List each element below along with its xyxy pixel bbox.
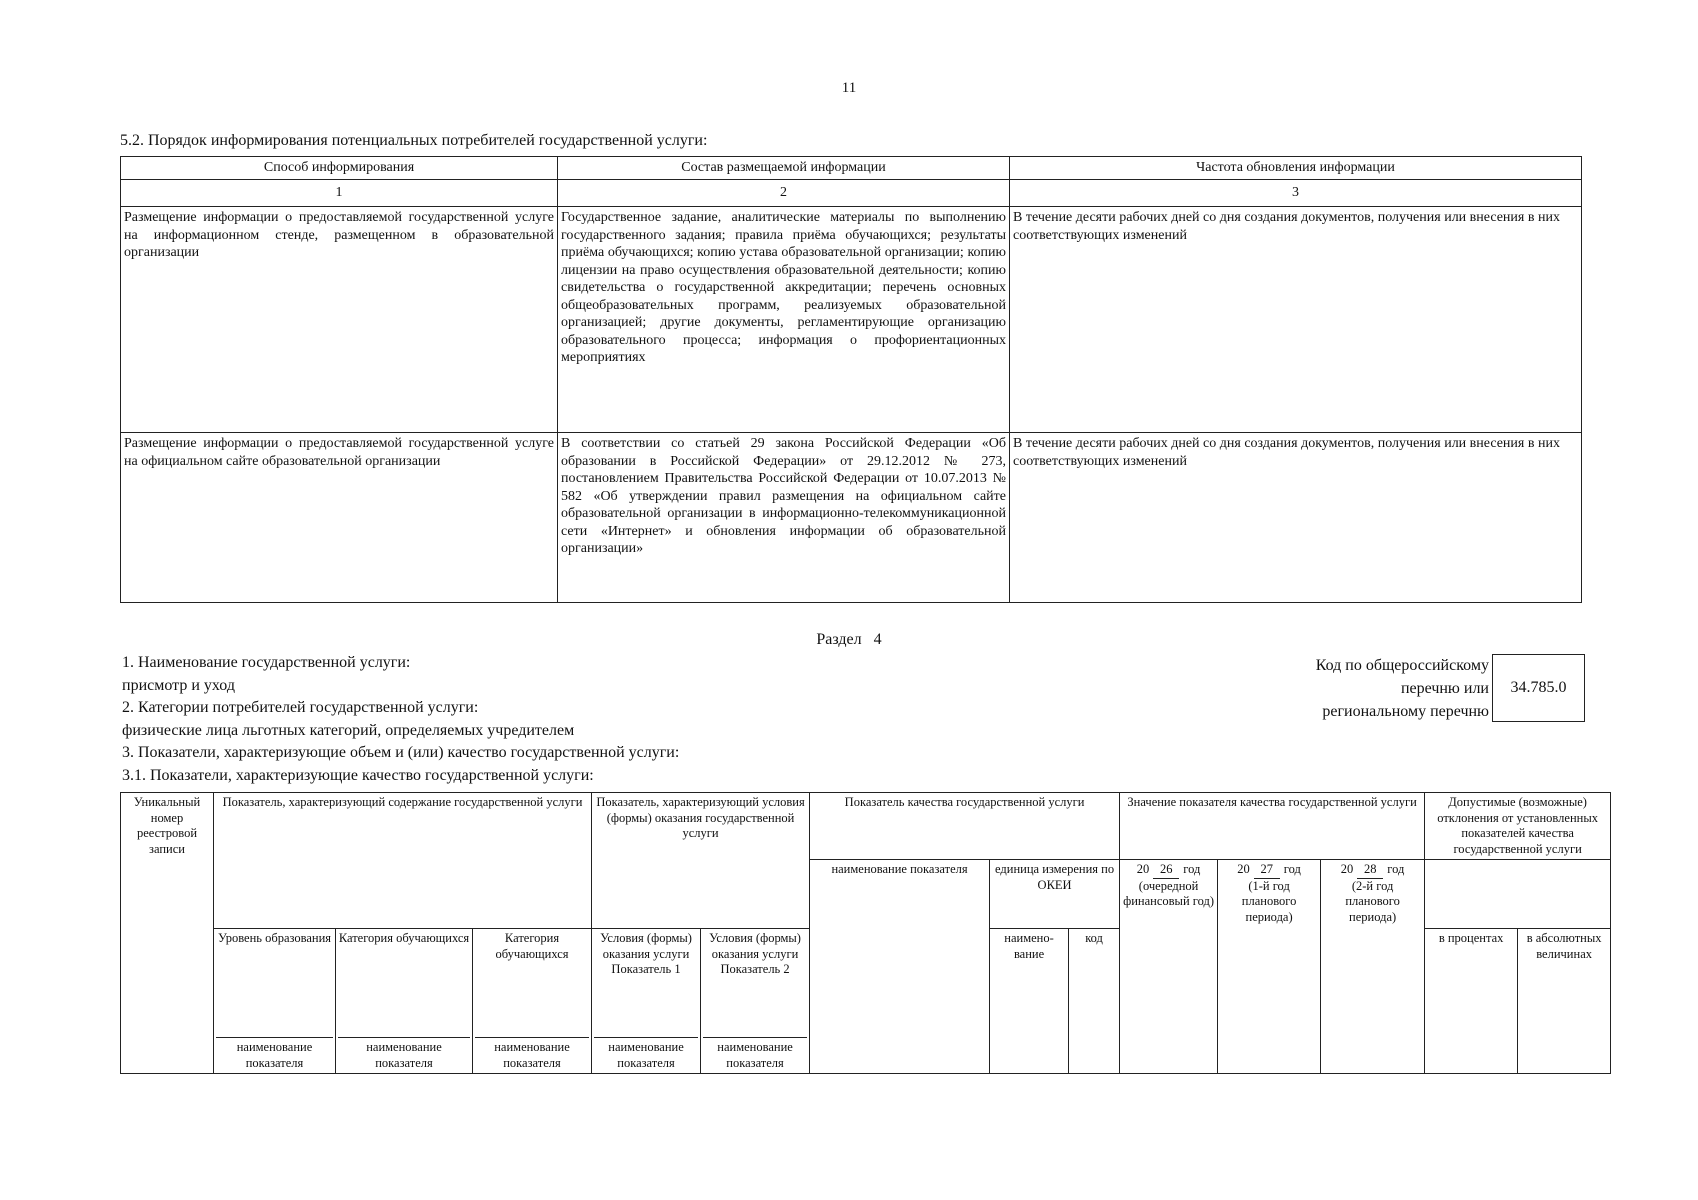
column-number: 2	[558, 180, 1010, 207]
okei-name-column: наимено-вание	[990, 929, 1069, 1074]
conditions-indicator-1-column	[592, 929, 701, 1074]
content-indicator-header: Показатель, характеризующий содержание государственной услуги	[214, 793, 592, 929]
frequency-cell: В течение десяти рабочих дней со дня создания документов, получения или внесения в них соответствующих изменений	[1010, 433, 1582, 603]
content-cell: Государственное задание, аналитические материалы по выполнению государственного задания; правила приёма обучающихся; результаты приёма обучающихся; копию устава образовательной организации; копию лицензии на право осуществления образовательной деятельности; копию свидетельства о государственной аккредитации; перечень основных общеобразовательных программ, реализуемых образовательной организацией; другие документы, регламентирующие организацию образовательного процесса; информация о профориентационных мероприятиях	[558, 207, 1010, 433]
sub-column-title: Условия (формы) оказания услуги Показатель 1	[600, 931, 692, 976]
sub-column-name-label: наименование показателя	[475, 1037, 589, 1071]
unique-number-header: Уникальный номер реестровой записи	[121, 793, 214, 1074]
deviations-header: Допустимые (возможные) отклонения от установленных показателей качества государственной услуги	[1425, 793, 1611, 860]
service-description	[122, 652, 679, 788]
sub-column-name-label: наименование показателя	[594, 1037, 698, 1071]
table-row	[121, 207, 1582, 433]
section-5-2-title: 5.2. Порядок информирования потенциальных потребителей государственной услуги:	[120, 132, 708, 149]
quality-indicators-table	[120, 792, 1611, 1074]
page-number: 11	[841, 80, 857, 96]
service-name-label: 1. Наименование государственной услуги:	[122, 654, 411, 671]
column-number: 1	[121, 180, 558, 207]
quality-value-header: Значение показателя качества государственной услуги	[1120, 793, 1425, 860]
indicators-label: 3. Показатели, характеризующие объем и (или) качество государственной услуги:	[122, 744, 680, 762]
sub-column-name-label: наименование показателя	[216, 1037, 333, 1071]
section-number: 4	[873, 631, 882, 648]
table-header-row	[121, 793, 1611, 860]
information-table-header	[121, 157, 1582, 180]
registry-code-block	[1255, 654, 1585, 722]
year-2-header	[1218, 860, 1321, 1074]
okei-unit-header: единица измерения по ОКЕИ	[990, 860, 1120, 929]
sub-column-name-label: наименование показателя	[338, 1037, 470, 1071]
registry-code-label-line: перечню или	[1400, 680, 1489, 697]
header-frequency: Частота обновления информации	[1010, 157, 1582, 180]
year-prefix: 20	[1340, 862, 1354, 876]
quality-indicator-header: Показатель качества государственной услуги	[810, 793, 1120, 860]
in-percent-column: в процентах	[1425, 929, 1518, 1074]
section-label: Раздел	[816, 631, 862, 648]
year-3-header	[1321, 860, 1425, 1074]
method-cell: Размещение информации о предоставляемой государственной услуге на информационном стенде, размещенном в образовательной организации	[121, 207, 558, 433]
registry-code-label-line: региональному перечню	[1322, 703, 1489, 720]
consumer-categories-label: 2. Категории потребителей государственной услуги:	[122, 699, 479, 717]
sub-column-title: Условия (формы) оказания услуги Показатель 2	[709, 931, 801, 976]
okei-code-column: код	[1069, 929, 1120, 1074]
service-name-value: присмотр и уход	[122, 676, 235, 694]
year-prefix: 20	[1237, 862, 1250, 876]
header-content: Состав размещаемой информации	[558, 157, 1010, 180]
sub-column-title: Уровень образования	[217, 931, 332, 945]
deviations-spacer	[1425, 860, 1611, 929]
year-value: 26	[1153, 862, 1179, 879]
conditions-indicator-header: Показатель, характеризующий условия (формы) оказания государственной услуги	[592, 793, 810, 929]
table-row	[121, 433, 1582, 603]
frequency-cell: В течение десяти рабочих дней со дня создания документов, получения или внесения в них соответствующих изменений	[1010, 207, 1582, 433]
year-note: (очередной финансовый год)	[1123, 878, 1214, 908]
year-value: 28	[1357, 862, 1383, 879]
information-table	[120, 156, 1582, 603]
year-note: (1-й год планового периода)	[1241, 878, 1297, 924]
content-cell: В соответствии со статьей 29 закона Российской Федерации «Об образовании в Российской Федерации» от 29.12.2012 № 273, постановлением Правительства Российской Федерации от 10.07.2013 № 582 «Об утверждении правил размещения на официальном сайте образовательной организации в информационно-телекоммуникационной сети «Интернет» и обновления информации об образовательной организации»	[558, 433, 1010, 603]
column-number: 3	[1010, 180, 1582, 207]
registry-code-value: 34.785.0	[1492, 654, 1585, 722]
sub-column-title: Категория обучающихся	[338, 931, 470, 945]
level-of-education-column	[214, 929, 336, 1074]
method-cell: Размещение информации о предоставляемой государственной услуге на официальном сайте образовательной организации	[121, 433, 558, 603]
student-category-column	[336, 929, 473, 1074]
sub-column-title: Категория обучающихся	[495, 931, 569, 961]
conditions-indicator-2-column	[701, 929, 810, 1074]
registry-code-label	[1316, 654, 1489, 723]
year-suffix: год	[1283, 862, 1301, 876]
sub-column-name-label: наименование показателя	[703, 1037, 807, 1071]
year-suffix: год	[1387, 862, 1405, 876]
year-note: (2-й год планового периода)	[1345, 878, 1400, 924]
indicator-name-header: наименование показателя	[810, 860, 990, 1074]
quality-indicators-label: 3.1. Показатели, характеризующие качество государственной услуги:	[122, 766, 594, 784]
year-1-header	[1120, 860, 1218, 1074]
in-absolute-column: в абсолютных величинах	[1518, 929, 1611, 1074]
year-prefix: 20	[1136, 862, 1150, 876]
section-heading	[0, 631, 1698, 649]
information-table-numbers	[121, 180, 1582, 207]
consumer-categories-value: физические лица льготных категорий, определяемых учредителем	[122, 721, 575, 739]
registry-code-label-line: Код по общероссийскому	[1315, 657, 1489, 674]
year-suffix: год	[1183, 862, 1201, 876]
header-method: Способ информирования	[121, 157, 558, 180]
student-category-column	[473, 929, 592, 1074]
year-value: 27	[1254, 862, 1280, 879]
